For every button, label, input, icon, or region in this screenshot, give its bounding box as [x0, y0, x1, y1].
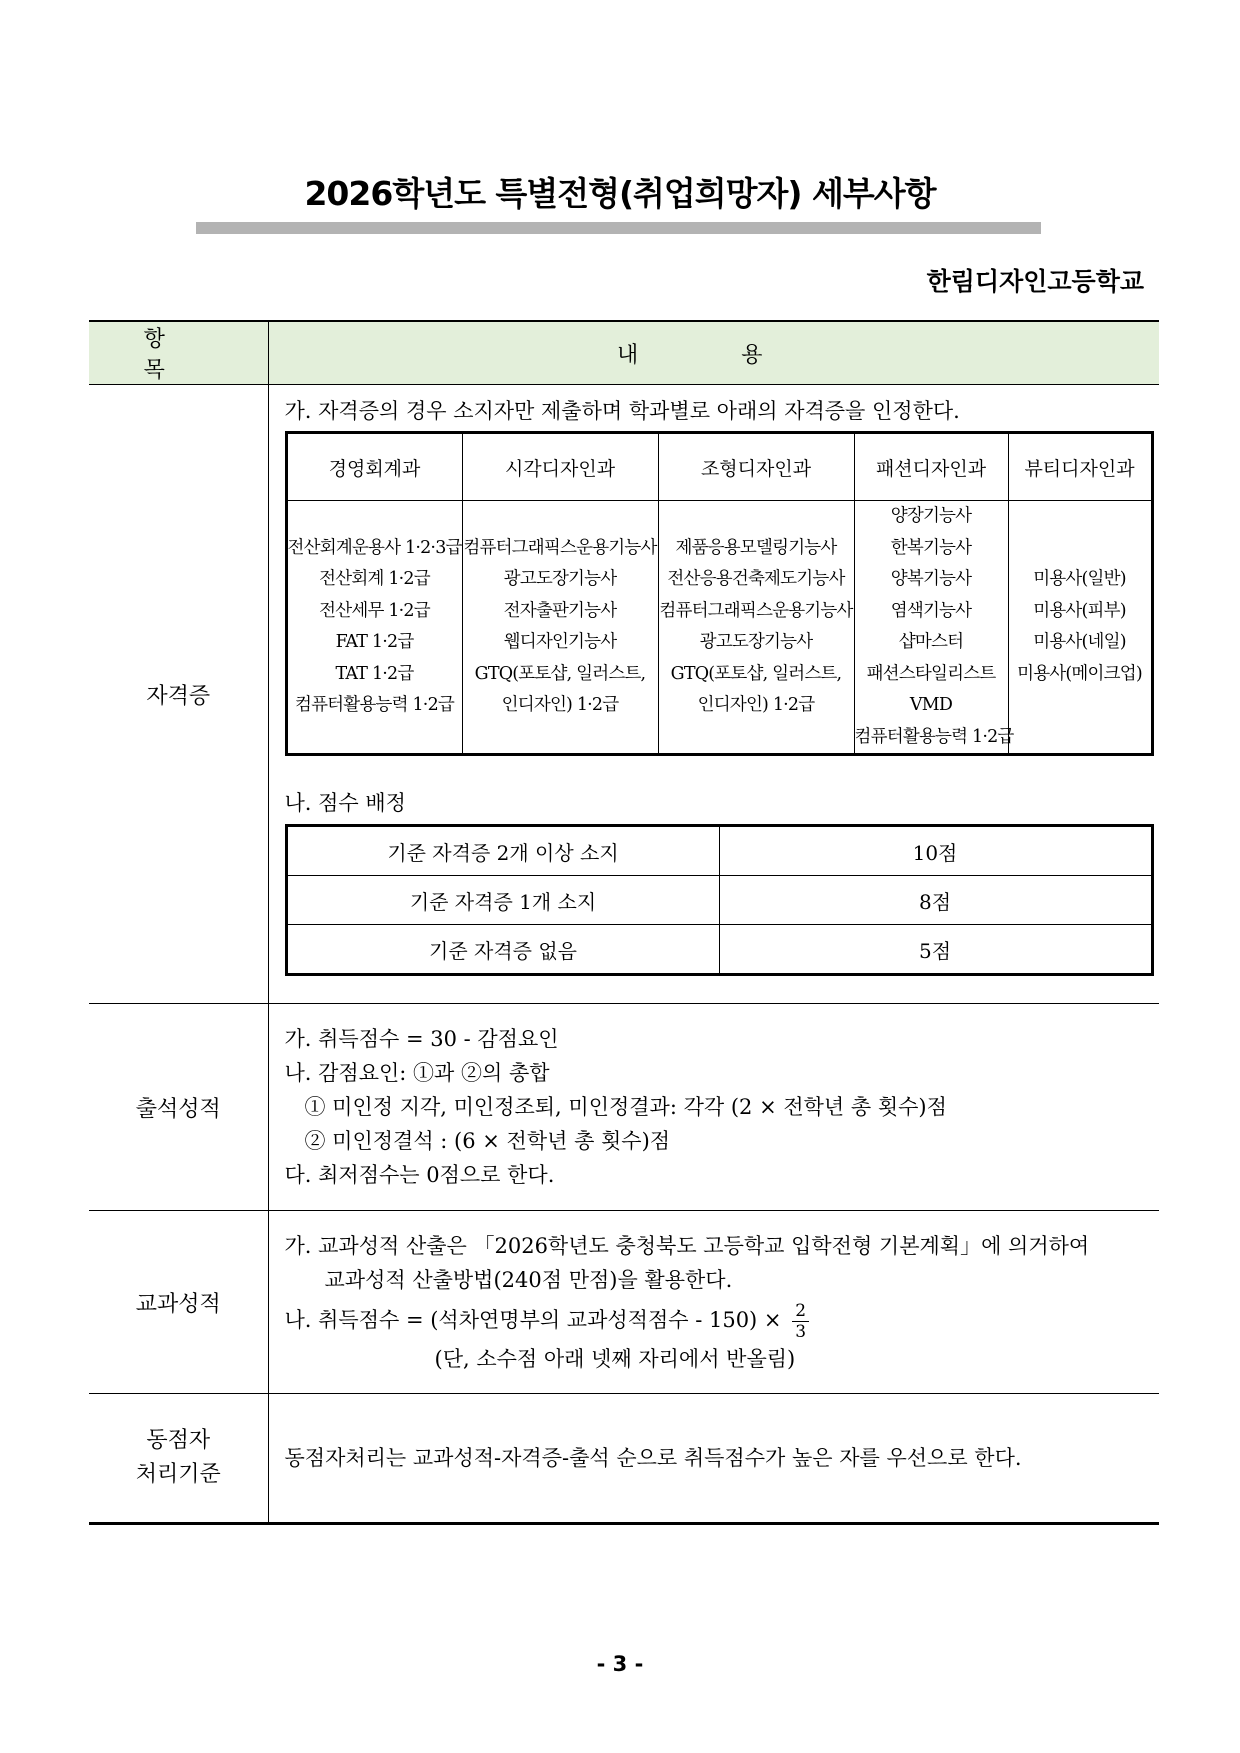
content-attendance	[268, 1004, 1159, 1211]
row-attendance	[89, 1004, 1159, 1211]
attendance-line: 가. 취득점수 = 30 - 감점요인	[284, 1027, 559, 1051]
title-underline-bar	[196, 222, 1041, 234]
grades-line2: 교과성적 산출방법(240점 만점)을 활용한다.	[324, 1267, 733, 1292]
cert-table	[285, 431, 1154, 756]
label-grades: 교과성적	[89, 1211, 268, 1394]
score-row	[286, 876, 1152, 925]
cert-dept-row	[286, 433, 1152, 501]
header-content: 내 용	[268, 321, 1159, 385]
attendance-line: ② 미인정결석 : (6 × 전학년 총 횟수)점	[304, 1129, 671, 1153]
attendance-line: 나. 감점요인: ①과 ②의 총합	[284, 1061, 550, 1085]
header-item: 항 목	[89, 321, 268, 385]
fraction	[792, 1301, 809, 1342]
cert-list-beauty: 미용사(일반) 미용사(피부) 미용사(네일) 미용사(메이크업)	[1008, 501, 1152, 755]
label-tie-line2: 처리기준	[135, 1462, 221, 1487]
score-row	[286, 826, 1152, 876]
content-certificate	[268, 385, 1159, 1004]
score-points: 5점	[719, 925, 1152, 975]
grades-note: (단, 소수점 아래 넷째 자리에서 반올림)	[434, 1346, 796, 1371]
label-tie	[89, 1394, 268, 1524]
score-table	[285, 824, 1154, 976]
fraction-denominator: 3	[795, 1321, 807, 1342]
score-row	[286, 925, 1152, 975]
grades-line1: 가. 교과성적 산출은 「2026학년도 충청북도 고등학교 입학전형 기본계획」에 의거하여	[284, 1233, 1090, 1258]
fraction-numerator: 2	[792, 1301, 809, 1322]
score-heading: 나. 점수 배정	[284, 791, 406, 815]
label-certificate: 자격증	[89, 385, 268, 1004]
main-header-row	[89, 321, 1159, 385]
tie-text: 동점자처리는 교과성적-자격증-출석 순으로 취득점수가 높은 자를 우선으로 한다.	[284, 1446, 1022, 1470]
grades-formula: 나. 취득점수 = (석차연명부의 교과성적점수 - 150) ×	[284, 1307, 782, 1332]
row-tie	[89, 1394, 1159, 1524]
content-tie	[268, 1394, 1159, 1524]
cert-list-fashion: 양장기능사 한복기능사 양복기능사 염색기능사 샵마스터 패션스타일리스트 VMD 컴퓨터활용능력 1·2급	[854, 501, 1008, 755]
attendance-line: ① 미인정 지각, 미인정조퇴, 미인정결과: 각각 (2 × 전학년 총 횟수)점	[304, 1095, 947, 1119]
grades-formula-line	[285, 1301, 1160, 1342]
dept-fashion: 패션디자인과	[854, 433, 1008, 501]
row-grades	[89, 1211, 1159, 1394]
cert-list-visual: 컴퓨터그래픽스운용기능사 광고도장기능사 전자출판기능사 웹디자인기능사 GTQ(포토샵, 일러스트, 인디자인) 1·2급	[462, 501, 658, 755]
score-condition: 기준 자격증 2개 이상 소지	[286, 826, 719, 876]
score-points: 8점	[719, 876, 1152, 925]
dept-visual: 시각디자인과	[462, 433, 658, 501]
main-table	[89, 320, 1159, 1525]
page-number: - 3 -	[596, 1652, 644, 1676]
content-grades	[268, 1211, 1159, 1394]
cert-list-formative: 제품응용모델링기능사 전산응용건축제도기능사 컴퓨터그래픽스운용기능사 광고도장기능사 GTQ(포토샵, 일러스트, 인디자인) 1·2급	[658, 501, 854, 755]
dept-beauty: 뷰티디자인과	[1008, 433, 1152, 501]
attendance-line: 다. 최저점수는 0점으로 한다.	[284, 1163, 555, 1187]
label-attendance: 출석성적	[89, 1004, 268, 1211]
school-name: 한림디자인고등학교	[926, 267, 1144, 296]
row-certificate	[89, 385, 1159, 1004]
score-points: 10점	[719, 826, 1152, 876]
score-condition: 기준 자격증 1개 소지	[286, 876, 719, 925]
cert-list-row	[286, 501, 1152, 755]
cert-intro: 가. 자격증의 경우 소지자만 제출하며 학과별로 아래의 자격증을 인정한다.	[284, 399, 960, 423]
score-condition: 기준 자격증 없음	[286, 925, 719, 975]
dept-formative: 조형디자인과	[658, 433, 854, 501]
cert-list-business: 전산회계운용사 1·2·3급 전산회계 1·2급 전산세무 1·2급 FAT 1·2급 TAT 1·2급 컴퓨터활용능력 1·2급	[286, 501, 462, 755]
dept-business: 경영회계과	[286, 433, 462, 501]
label-tie-line1: 동점자	[146, 1428, 211, 1453]
page-title: 2026학년도 특별전형(취업희망자) 세부사항	[304, 174, 936, 213]
